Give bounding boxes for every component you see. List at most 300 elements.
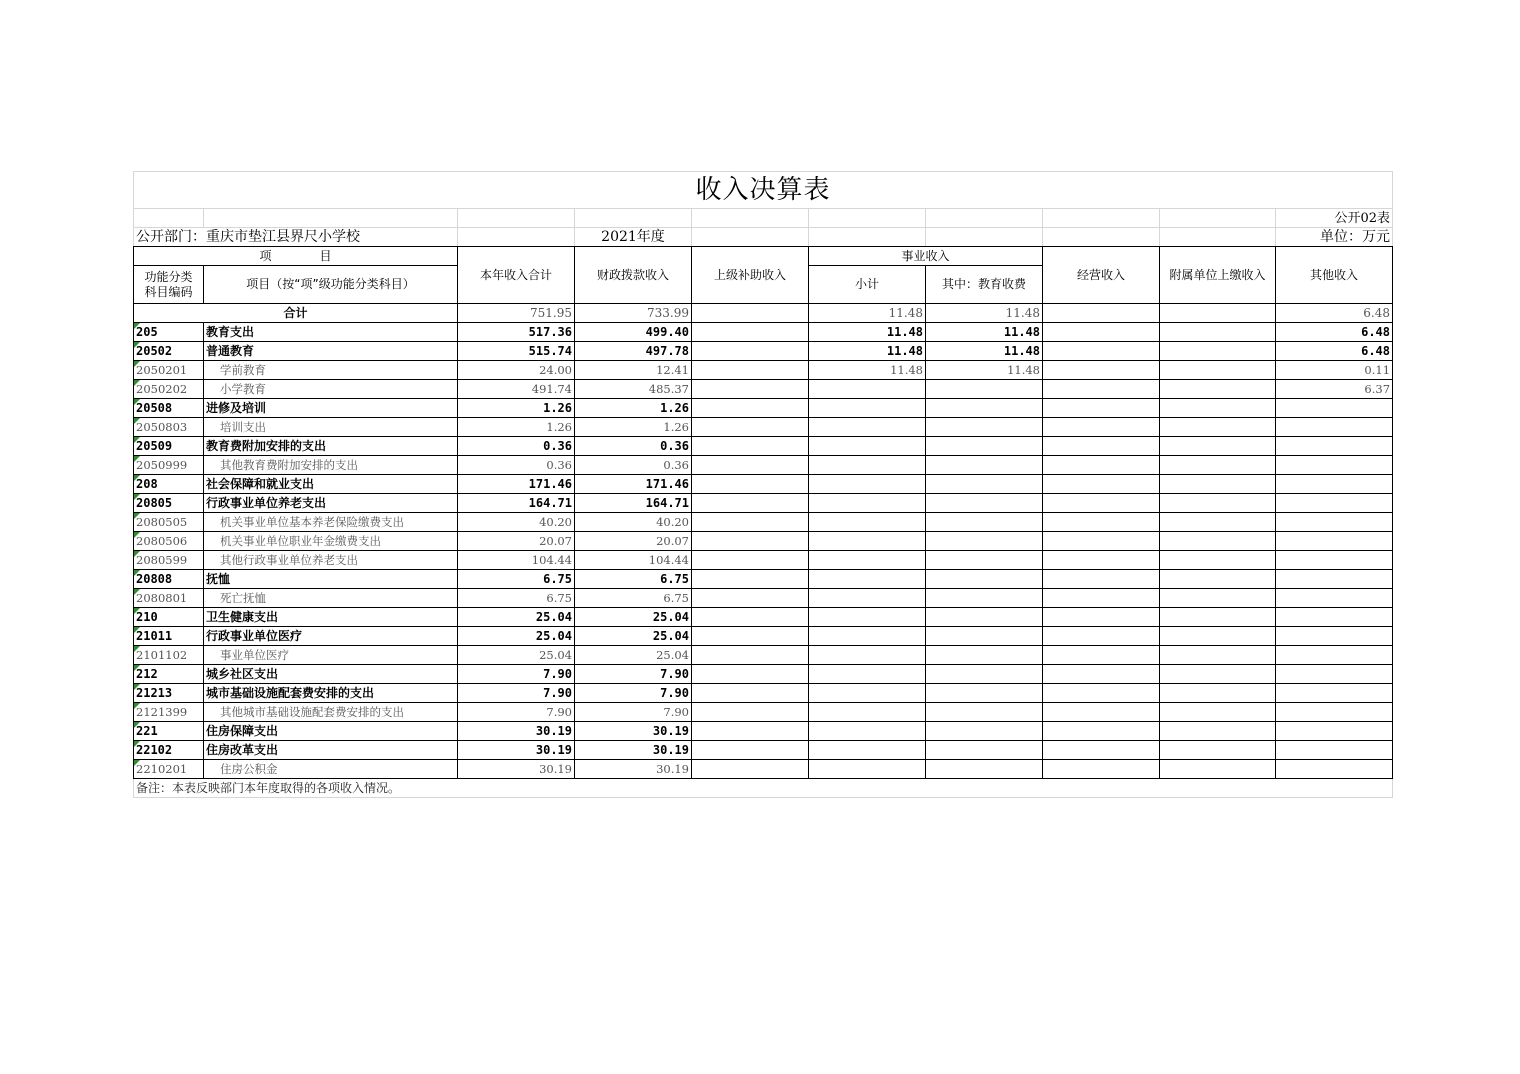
row-business-edu-cell: [926, 741, 1043, 760]
row-name: 机关事业单位职业年金缴费支出: [204, 532, 458, 551]
row-business-edu-cell: [926, 589, 1043, 608]
row-fiscal-cell: 30.19: [575, 722, 692, 741]
row-code-text: 2080506: [136, 533, 188, 548]
row-name: 其他行政事业单位养老支出: [204, 551, 458, 570]
row-superior-cell: [692, 627, 809, 646]
row-business-edu-cell: [926, 513, 1043, 532]
row-name: 教育费附加安排的支出: [204, 437, 458, 456]
row-code-text: 20805: [136, 495, 173, 510]
income-statement-table: [133, 171, 1393, 798]
row-superior-cell: [692, 494, 809, 513]
department-label: 公开部门：重庆市垫江县界尺小学校: [134, 228, 458, 247]
table-row: [134, 551, 1393, 570]
cell-marker-icon: [134, 456, 140, 462]
row-business-subtotal-cell: [809, 665, 926, 684]
row-name: 行政事业单位养老支出: [204, 494, 458, 513]
cell-marker-icon: [134, 589, 140, 595]
cell-marker-icon: [134, 551, 140, 557]
row-name: 抚恤: [204, 570, 458, 589]
table-note: 备注：本表反映部门本年度取得的各项收入情况。: [134, 779, 1393, 798]
row-total-cell: 7.90: [458, 703, 575, 722]
row-fiscal-cell: 497.78: [575, 342, 692, 361]
table-row: [134, 608, 1393, 627]
row-business-edu-cell: [926, 475, 1043, 494]
row-affiliated-cell: [1160, 456, 1276, 475]
row-business-subtotal-cell: [809, 437, 926, 456]
row-total-cell: 25.04: [458, 646, 575, 665]
table-row: [134, 342, 1393, 361]
row-affiliated-cell: [1160, 494, 1276, 513]
row-other-cell: [1276, 665, 1393, 684]
row-total-cell: 25.04: [458, 627, 575, 646]
row-total-cell: 6.75: [458, 589, 575, 608]
row-business-subtotal-cell: [809, 608, 926, 627]
row-operating-cell: [1043, 589, 1160, 608]
header-superior: 上级补助收入: [692, 247, 809, 304]
row-code: [134, 760, 204, 779]
row-code-text: 212: [136, 666, 158, 681]
row-code-text: 2101102: [136, 647, 188, 662]
row-name: 住房公积金: [204, 760, 458, 779]
row-name: 住房保障支出: [204, 722, 458, 741]
table-row: [134, 703, 1393, 722]
row-affiliated-cell: [1160, 551, 1276, 570]
row-operating-cell: [1043, 665, 1160, 684]
row-code: [134, 361, 204, 380]
row-superior-cell: [692, 760, 809, 779]
row-affiliated-cell: [1160, 570, 1276, 589]
header-business-subtotal: 小计: [809, 266, 926, 304]
row-affiliated-cell: [1160, 665, 1276, 684]
row-business-subtotal-cell: [809, 418, 926, 437]
row-code: [134, 532, 204, 551]
row-business-edu-cell: [926, 380, 1043, 399]
table-row: [134, 361, 1393, 380]
row-business-subtotal-cell: 11.48: [809, 323, 926, 342]
row-superior-cell: [692, 475, 809, 494]
row-operating-cell: [1043, 323, 1160, 342]
row-name: 培训支出: [204, 418, 458, 437]
row-fiscal-cell: 0.36: [575, 456, 692, 475]
header-business-group: 事业收入: [809, 247, 1043, 266]
row-affiliated-cell: [1160, 722, 1276, 741]
row-affiliated-cell: [1160, 437, 1276, 456]
row-affiliated-cell: [1160, 532, 1276, 551]
row-other-cell: [1276, 570, 1393, 589]
row-fiscal-cell: 0.36: [575, 437, 692, 456]
table-row: [134, 323, 1393, 342]
row-fiscal-cell: 20.07: [575, 532, 692, 551]
row-superior-cell: [692, 589, 809, 608]
total-cell: 11.48: [926, 304, 1043, 323]
header-code: 功能分类 科目编码: [134, 266, 204, 304]
row-total-cell: 491.74: [458, 380, 575, 399]
spreadsheet-sheet: [133, 171, 1392, 798]
row-business-subtotal-cell: [809, 760, 926, 779]
cell-marker-icon: [134, 361, 140, 367]
row-code-text: 20808: [136, 571, 173, 586]
table-row: [134, 627, 1393, 646]
row-other-cell: [1276, 722, 1393, 741]
row-business-subtotal-cell: [809, 589, 926, 608]
row-business-edu-cell: [926, 437, 1043, 456]
row-operating-cell: [1043, 570, 1160, 589]
cell-marker-icon: [134, 399, 140, 405]
table-title: 收入决算表: [134, 172, 1393, 209]
cell-marker-icon: [134, 646, 140, 652]
row-code-text: 21011: [136, 628, 173, 643]
row-code: [134, 513, 204, 532]
row-fiscal-cell: 164.71: [575, 494, 692, 513]
header-total: 本年收入合计: [458, 247, 575, 304]
row-name: 住房改革支出: [204, 741, 458, 760]
row-name: 事业单位医疗: [204, 646, 458, 665]
table-row: [134, 684, 1393, 703]
row-code-text: 2050999: [136, 457, 188, 472]
row-name: 机关事业单位基本养老保险缴费支出: [204, 513, 458, 532]
row-superior-cell: [692, 342, 809, 361]
row-fiscal-cell: 25.04: [575, 627, 692, 646]
row-fiscal-cell: 7.90: [575, 703, 692, 722]
row-business-subtotal-cell: [809, 456, 926, 475]
row-total-cell: 1.26: [458, 399, 575, 418]
cell-marker-icon: [134, 475, 140, 481]
row-other-cell: [1276, 760, 1393, 779]
header-fiscal: 财政拨款收入: [575, 247, 692, 304]
table-row: [134, 589, 1393, 608]
row-code: [134, 418, 204, 437]
row-business-subtotal-cell: [809, 551, 926, 570]
table-row: [134, 475, 1393, 494]
row-business-edu-cell: [926, 703, 1043, 722]
row-name: 城市基础设施配套费安排的支出: [204, 684, 458, 703]
row-fiscal-cell: 7.90: [575, 684, 692, 703]
row-business-edu-cell: [926, 684, 1043, 703]
form-number: 公开02表: [1276, 209, 1393, 228]
total-cell: 733.99: [575, 304, 692, 323]
row-superior-cell: [692, 551, 809, 570]
row-code-text: 205: [136, 324, 158, 339]
table-row: [134, 741, 1393, 760]
row-name: 城乡社区支出: [204, 665, 458, 684]
row-affiliated-cell: [1160, 513, 1276, 532]
row-business-edu-cell: [926, 646, 1043, 665]
row-name: 学前教育: [204, 361, 458, 380]
row-operating-cell: [1043, 551, 1160, 570]
row-business-subtotal-cell: [809, 532, 926, 551]
row-operating-cell: [1043, 684, 1160, 703]
row-affiliated-cell: [1160, 627, 1276, 646]
row-operating-cell: [1043, 760, 1160, 779]
total-cell: [692, 304, 809, 323]
row-code: [134, 627, 204, 646]
row-total-cell: 30.19: [458, 722, 575, 741]
row-business-edu-cell: [926, 456, 1043, 475]
cell-marker-icon: [134, 323, 140, 329]
row-name: 进修及培训: [204, 399, 458, 418]
row-total-cell: 0.36: [458, 456, 575, 475]
header-operating: 经营收入: [1043, 247, 1160, 304]
row-business-edu-cell: [926, 418, 1043, 437]
header-other: 其他收入: [1276, 247, 1393, 304]
cell-marker-icon: [134, 608, 140, 614]
row-operating-cell: [1043, 513, 1160, 532]
row-fiscal-cell: 12.41: [575, 361, 692, 380]
row-total-cell: 517.36: [458, 323, 575, 342]
row-code: [134, 380, 204, 399]
row-business-edu-cell: [926, 494, 1043, 513]
row-business-subtotal-cell: [809, 475, 926, 494]
row-operating-cell: [1043, 608, 1160, 627]
row-fiscal-cell: 25.04: [575, 646, 692, 665]
row-total-cell: 20.07: [458, 532, 575, 551]
row-affiliated-cell: [1160, 760, 1276, 779]
row-affiliated-cell: [1160, 342, 1276, 361]
row-code-text: 2080801: [136, 590, 188, 605]
row-total-cell: 104.44: [458, 551, 575, 570]
row-code: [134, 646, 204, 665]
row-business-edu-cell: 11.48: [926, 342, 1043, 361]
row-code-text: 210: [136, 609, 158, 624]
row-name: 教育支出: [204, 323, 458, 342]
cell-marker-icon: [134, 532, 140, 538]
row-name: 普通教育: [204, 342, 458, 361]
row-business-subtotal-cell: [809, 722, 926, 741]
row-business-subtotal-cell: [809, 703, 926, 722]
row-business-edu-cell: 11.48: [926, 323, 1043, 342]
row-affiliated-cell: [1160, 703, 1276, 722]
row-fiscal-cell: 25.04: [575, 608, 692, 627]
row-business-subtotal-cell: [809, 646, 926, 665]
row-other-cell: 0.11: [1276, 361, 1393, 380]
row-code-text: 2210201: [136, 761, 188, 776]
row-other-cell: 6.37: [1276, 380, 1393, 399]
row-operating-cell: [1043, 399, 1160, 418]
row-superior-cell: [692, 532, 809, 551]
total-cell: 11.48: [809, 304, 926, 323]
row-affiliated-cell: [1160, 380, 1276, 399]
row-affiliated-cell: [1160, 475, 1276, 494]
row-code: [134, 437, 204, 456]
row-operating-cell: [1043, 646, 1160, 665]
row-code: [134, 456, 204, 475]
row-business-edu-cell: [926, 760, 1043, 779]
table-row: [134, 513, 1393, 532]
row-operating-cell: [1043, 456, 1160, 475]
row-other-cell: 6.48: [1276, 342, 1393, 361]
cell-marker-icon: [134, 627, 140, 633]
row-superior-cell: [692, 608, 809, 627]
cell-marker-icon: [134, 570, 140, 576]
row-superior-cell: [692, 437, 809, 456]
row-total-cell: 40.20: [458, 513, 575, 532]
row-other-cell: [1276, 513, 1393, 532]
cell-marker-icon: [134, 760, 140, 766]
row-name: 死亡抚恤: [204, 589, 458, 608]
row-affiliated-cell: [1160, 361, 1276, 380]
cell-marker-icon: [134, 665, 140, 671]
row-code-text: 2050803: [136, 419, 188, 434]
row-operating-cell: [1043, 627, 1160, 646]
row-business-edu-cell: [926, 570, 1043, 589]
row-code: [134, 551, 204, 570]
table-row: [134, 380, 1393, 399]
row-total-cell: 0.36: [458, 437, 575, 456]
row-business-subtotal-cell: 11.48: [809, 342, 926, 361]
row-other-cell: [1276, 608, 1393, 627]
row-business-edu-cell: [926, 722, 1043, 741]
row-fiscal-cell: 499.40: [575, 323, 692, 342]
row-fiscal-cell: 1.26: [575, 418, 692, 437]
row-total-cell: 7.90: [458, 665, 575, 684]
cell-marker-icon: [134, 380, 140, 386]
table-row: [134, 494, 1393, 513]
row-business-subtotal-cell: [809, 399, 926, 418]
row-business-subtotal-cell: [809, 627, 926, 646]
row-fiscal-cell: 30.19: [575, 760, 692, 779]
row-business-subtotal-cell: [809, 570, 926, 589]
row-superior-cell: [692, 646, 809, 665]
table-row: [134, 399, 1393, 418]
row-total-cell: 25.04: [458, 608, 575, 627]
row-name: 其他城市基础设施配套费安排的支出: [204, 703, 458, 722]
total-cell: 751.95: [458, 304, 575, 323]
row-code-text: 20502: [136, 343, 173, 358]
row-affiliated-cell: [1160, 684, 1276, 703]
row-affiliated-cell: [1160, 418, 1276, 437]
row-business-edu-cell: [926, 551, 1043, 570]
row-business-subtotal-cell: [809, 494, 926, 513]
row-business-subtotal-cell: [809, 380, 926, 399]
header-business-edu: 其中：教育收费: [926, 266, 1043, 304]
row-total-cell: 164.71: [458, 494, 575, 513]
cell-marker-icon: [134, 703, 140, 709]
row-superior-cell: [692, 703, 809, 722]
row-code: [134, 323, 204, 342]
table-row: [134, 665, 1393, 684]
row-affiliated-cell: [1160, 741, 1276, 760]
row-total-cell: 30.19: [458, 741, 575, 760]
row-code: [134, 589, 204, 608]
row-total-cell: 1.26: [458, 418, 575, 437]
row-other-cell: [1276, 646, 1393, 665]
row-operating-cell: [1043, 342, 1160, 361]
row-code-text: 2121399: [136, 704, 188, 719]
row-fiscal-cell: 6.75: [575, 570, 692, 589]
table-row: [134, 646, 1393, 665]
row-other-cell: [1276, 684, 1393, 703]
row-superior-cell: [692, 722, 809, 741]
cell-marker-icon: [134, 494, 140, 500]
row-other-cell: [1276, 703, 1393, 722]
total-cell: 6.48: [1276, 304, 1393, 323]
row-business-subtotal-cell: 11.48: [809, 361, 926, 380]
row-name: 其他教育费附加安排的支出: [204, 456, 458, 475]
row-fiscal-cell: 40.20: [575, 513, 692, 532]
row-affiliated-cell: [1160, 399, 1276, 418]
row-name: 社会保障和就业支出: [204, 475, 458, 494]
row-fiscal-cell: 1.26: [575, 399, 692, 418]
cell-marker-icon: [134, 513, 140, 519]
row-operating-cell: [1043, 722, 1160, 741]
row-other-cell: [1276, 627, 1393, 646]
header-affiliated: 附属单位上缴收入: [1160, 247, 1276, 304]
row-other-cell: [1276, 418, 1393, 437]
row-business-subtotal-cell: [809, 741, 926, 760]
row-business-edu-cell: [926, 399, 1043, 418]
cell-marker-icon: [134, 684, 140, 690]
table-row: [134, 418, 1393, 437]
row-fiscal-cell: 30.19: [575, 741, 692, 760]
row-operating-cell: [1043, 361, 1160, 380]
row-code: [134, 684, 204, 703]
cell-marker-icon: [134, 741, 140, 747]
row-fiscal-cell: 485.37: [575, 380, 692, 399]
row-business-edu-cell: [926, 627, 1043, 646]
row-code: [134, 703, 204, 722]
row-code: [134, 570, 204, 589]
row-code-text: 208: [136, 476, 158, 491]
row-code: [134, 608, 204, 627]
row-business-subtotal-cell: [809, 513, 926, 532]
row-other-cell: [1276, 456, 1393, 475]
row-affiliated-cell: [1160, 323, 1276, 342]
row-operating-cell: [1043, 380, 1160, 399]
row-operating-cell: [1043, 494, 1160, 513]
row-code-text: 2080505: [136, 514, 188, 529]
row-superior-cell: [692, 741, 809, 760]
row-superior-cell: [692, 418, 809, 437]
table-row: [134, 722, 1393, 741]
total-label: 合计: [134, 304, 458, 323]
row-superior-cell: [692, 665, 809, 684]
row-code: [134, 342, 204, 361]
row-other-cell: [1276, 551, 1393, 570]
row-code: [134, 665, 204, 684]
row-total-cell: 7.90: [458, 684, 575, 703]
row-code: [134, 722, 204, 741]
row-other-cell: [1276, 494, 1393, 513]
row-code-text: 2080599: [136, 552, 188, 567]
row-code-text: 221: [136, 723, 158, 738]
cell-marker-icon: [134, 342, 140, 348]
row-fiscal-cell: 6.75: [575, 589, 692, 608]
row-total-cell: 171.46: [458, 475, 575, 494]
total-cell: [1160, 304, 1276, 323]
row-affiliated-cell: [1160, 608, 1276, 627]
row-business-edu-cell: [926, 665, 1043, 684]
row-superior-cell: [692, 684, 809, 703]
row-business-edu-cell: 11.48: [926, 361, 1043, 380]
table-row: [134, 532, 1393, 551]
header-name: 项目（按“项”级功能分类科目）: [204, 266, 458, 304]
row-business-edu-cell: [926, 608, 1043, 627]
row-other-cell: [1276, 399, 1393, 418]
row-superior-cell: [692, 323, 809, 342]
cell-marker-icon: [134, 722, 140, 728]
cell-marker-icon: [134, 437, 140, 443]
total-cell: [1043, 304, 1160, 323]
row-operating-cell: [1043, 741, 1160, 760]
row-total-cell: 6.75: [458, 570, 575, 589]
row-business-edu-cell: [926, 532, 1043, 551]
row-code-text: 22102: [136, 742, 173, 757]
table-row: [134, 437, 1393, 456]
row-code-text: 21213: [136, 685, 173, 700]
row-operating-cell: [1043, 532, 1160, 551]
row-code-text: 2050201: [136, 362, 188, 377]
row-other-cell: [1276, 475, 1393, 494]
